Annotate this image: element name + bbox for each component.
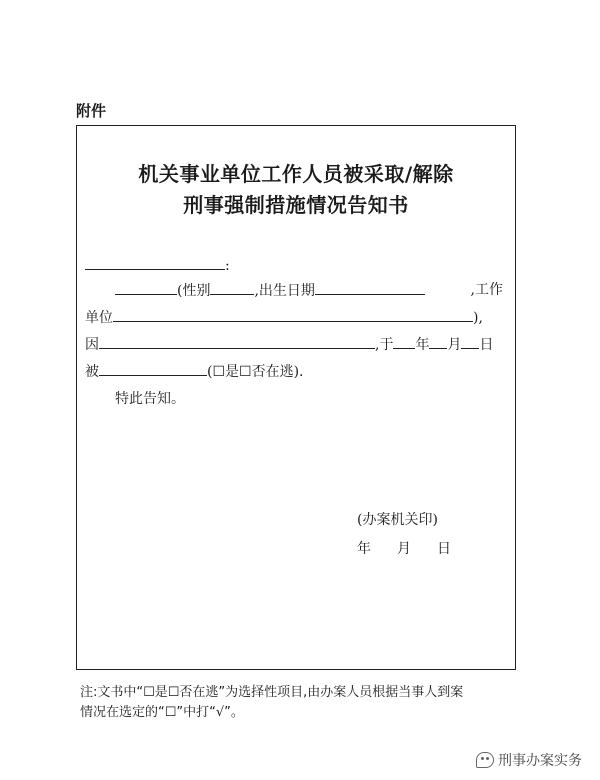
because-label: 因 xyxy=(85,337,99,353)
gender-blank[interactable] xyxy=(210,279,254,295)
birth-date-label: ,出生日期 xyxy=(254,283,315,299)
form-title-line1: 机关事业单位工作人员被采取/解除 xyxy=(138,162,454,186)
unit-label: 单位 xyxy=(85,310,113,326)
birth-date-blank[interactable] xyxy=(315,279,425,295)
date-day: 日 xyxy=(437,541,451,557)
watermark-text: 刑事办案实务 xyxy=(498,753,582,769)
footnote-line2: 情况在选定的“☐”中打“√”。 xyxy=(80,705,244,720)
reason-blank[interactable] xyxy=(99,333,375,349)
addressee-blank[interactable] xyxy=(85,254,225,270)
attachment-label: 附件 xyxy=(76,102,107,120)
measure-blank[interactable] xyxy=(99,360,207,376)
name-blank[interactable] xyxy=(115,279,177,295)
addressee-row xyxy=(85,254,503,276)
reason-row xyxy=(85,333,503,355)
on-label: ,于 xyxy=(375,337,394,353)
year-blank[interactable] xyxy=(393,333,415,349)
watermark xyxy=(476,750,582,770)
addressee-colon: : xyxy=(225,258,230,274)
work-label: ,工作 xyxy=(470,282,503,298)
gender-label: (性别 xyxy=(177,283,211,299)
day-blank[interactable] xyxy=(461,333,479,349)
year-label: 年 xyxy=(415,337,430,353)
unit-row xyxy=(85,306,503,328)
measure-row xyxy=(85,360,503,382)
month-blank[interactable] xyxy=(429,333,447,349)
seal-text: (办案机关印) xyxy=(357,512,438,528)
month-label: 月 xyxy=(447,337,462,353)
date-month: 月 xyxy=(397,541,411,557)
form-title-line2: 刑事强制措施情况告知书 xyxy=(183,193,409,217)
fled-status[interactable]: (☐是☐否在逃). xyxy=(207,364,304,380)
issue-date xyxy=(357,538,477,558)
footnote xyxy=(80,683,540,723)
unit-blank[interactable] xyxy=(113,306,473,322)
wechat-icon xyxy=(476,752,494,768)
name-row xyxy=(85,279,503,301)
footnote-line1: 注:文书中“☐是☐否在逃”为选择性项目,由办案人员根据当事人到案 xyxy=(80,685,464,700)
date-year: 年 xyxy=(357,541,371,557)
notice-form xyxy=(76,125,516,670)
by-label: 被 xyxy=(85,364,99,380)
day-label: 日 xyxy=(479,337,494,353)
notice-text: 特此告知。 xyxy=(115,391,185,407)
unit-close-paren: ), xyxy=(473,310,483,326)
